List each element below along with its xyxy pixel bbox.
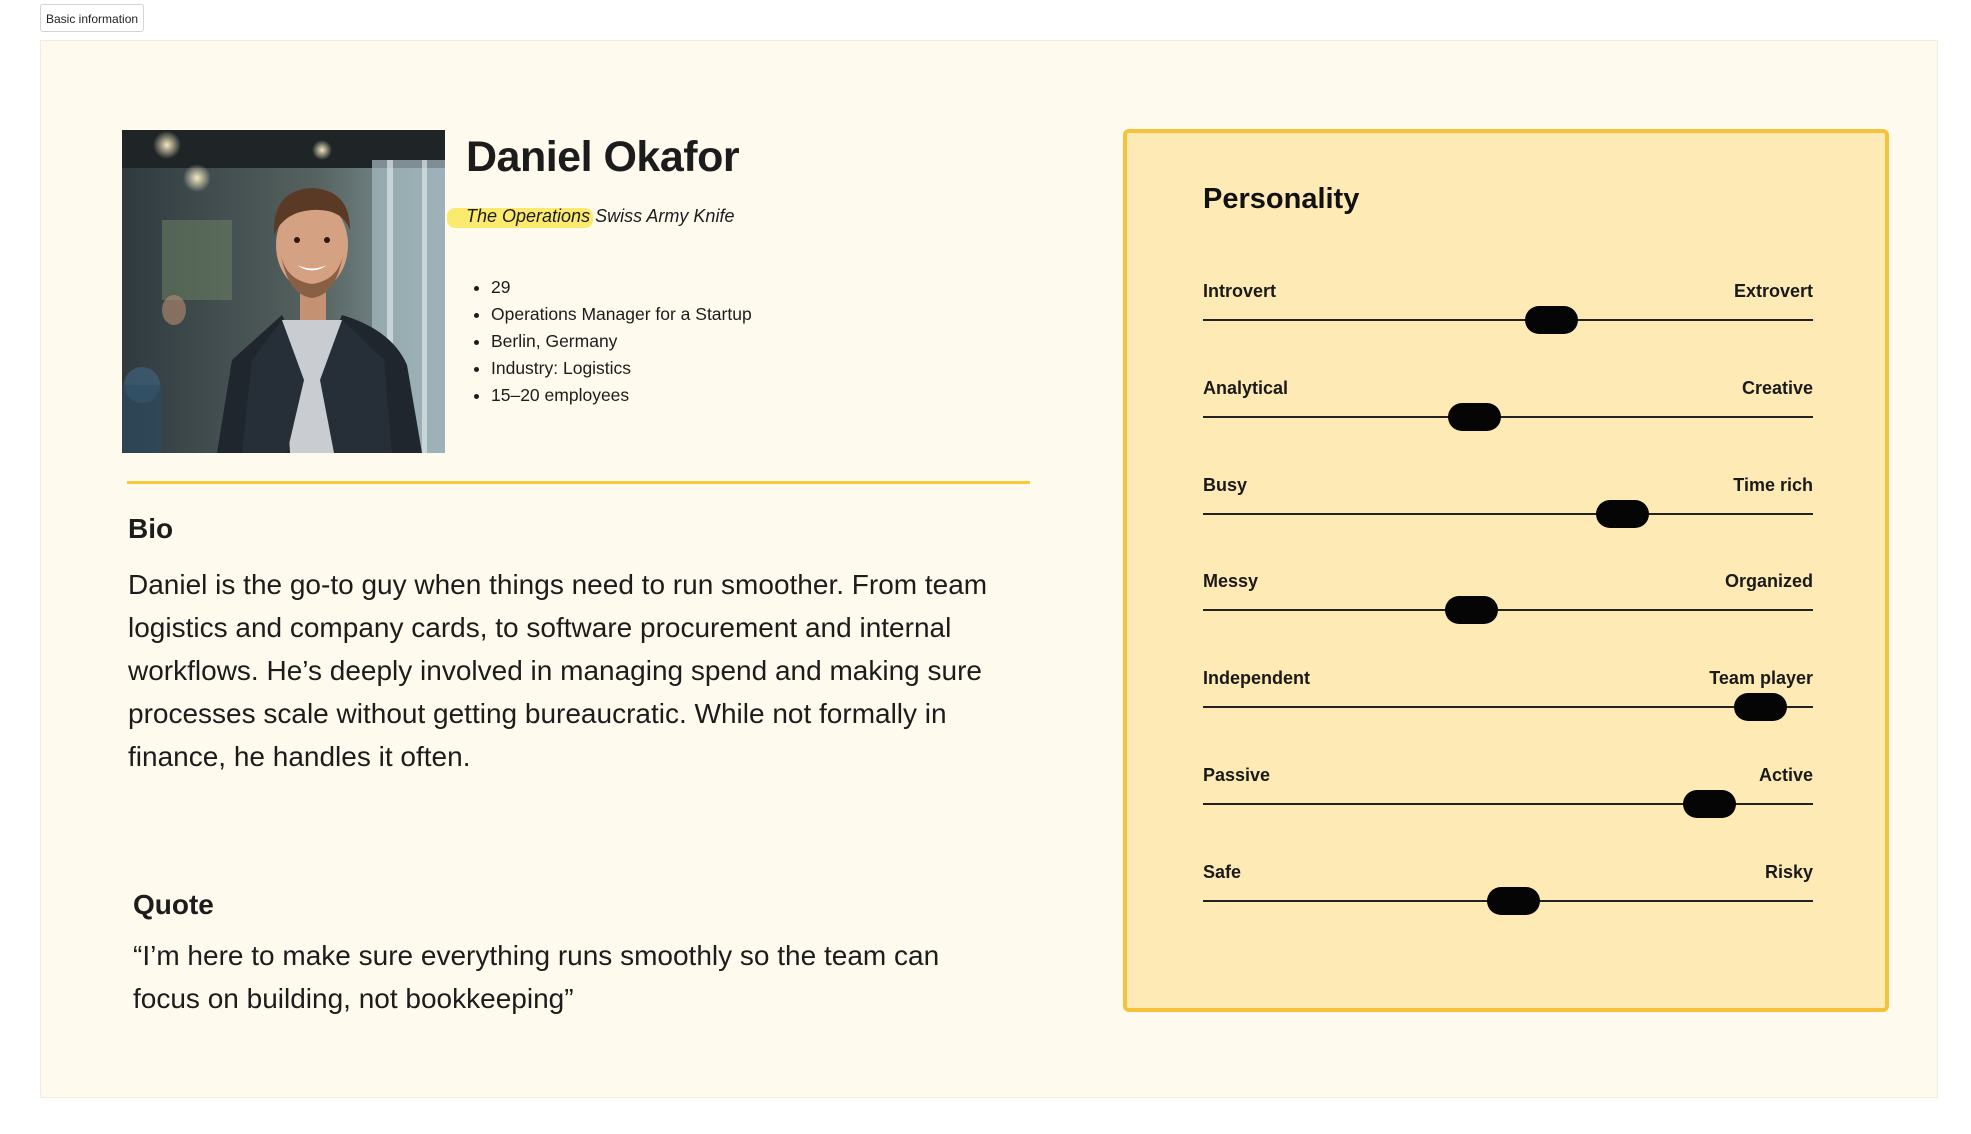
slider-left-label: Independent — [1203, 668, 1310, 688]
slider-track[interactable] — [1203, 513, 1813, 515]
persona-card — [40, 40, 1938, 1098]
slider-track[interactable] — [1203, 609, 1813, 611]
persona-name: Daniel Okafor — [466, 133, 740, 181]
slider-thumb[interactable] — [1596, 500, 1649, 528]
bio-text: Daniel is the go-to guy when things need to run smoother. From team logistics and company cards, to software procurement and internal workflows. He’s deeply involved in managing spend and making sure processes scale without getting bureaucratic. While not formally in finance, he handles it often. — [128, 569, 988, 772]
personality-heading: Personality — [1203, 183, 1360, 215]
quote-text: “I’m here to make sure everything runs smoothly so the team can focus on building, not bookkeeping” — [133, 940, 940, 1014]
slider-thumb[interactable] — [1734, 693, 1787, 721]
slider-right-label: Risky — [1764, 862, 1813, 882]
slider-independent-team-player[interactable] — [1203, 668, 1813, 728]
fact-location: • Berlin, Germany — [491, 328, 752, 355]
slider-left-label: Analytical — [1203, 378, 1289, 398]
fact-industry: • Industry: Logistics — [491, 355, 752, 382]
slider-right-label: Time rich — [1733, 475, 1813, 495]
slider-introvert-extrovert[interactable] — [1203, 281, 1813, 341]
slider-thumb[interactable] — [1525, 306, 1578, 334]
frame-label[interactable]: Basic information — [40, 4, 144, 32]
slider-analytical-creative[interactable] — [1203, 378, 1813, 438]
tagline-highlighted-text: The Operations — [466, 206, 591, 226]
profile-photo — [122, 130, 445, 453]
persona-facts-list — [491, 274, 752, 409]
slider-right-label: Team player — [1709, 668, 1813, 688]
portrait-photo-icon — [122, 130, 445, 453]
slider-thumb[interactable] — [1487, 887, 1540, 915]
slider-left-label: Safe — [1203, 862, 1242, 882]
slider-right-label: Organized — [1724, 571, 1813, 591]
slider-messy-organized[interactable] — [1203, 571, 1813, 631]
tagline-rest-text: Swiss Army Knife — [595, 206, 735, 226]
personality-panel — [1123, 129, 1889, 1012]
slider-safe-risky[interactable] — [1203, 862, 1813, 922]
section-divider — [127, 481, 1030, 484]
bio-heading: Bio — [128, 513, 174, 544]
fact-age: • 29 — [491, 274, 752, 301]
slider-thumb[interactable] — [1445, 596, 1498, 624]
slider-track[interactable] — [1203, 706, 1813, 708]
slider-left-label: Passive — [1203, 765, 1271, 785]
quote-heading: Quote — [133, 889, 214, 920]
fact-role: • Operations Manager for a Startup — [491, 301, 752, 328]
slider-left-label: Messy — [1203, 571, 1259, 591]
slider-right-label: Active — [1758, 765, 1813, 785]
slider-thumb[interactable] — [1448, 403, 1501, 431]
slider-track[interactable] — [1203, 416, 1813, 418]
slider-left-label: Busy — [1203, 475, 1248, 495]
slider-passive-active[interactable] — [1203, 765, 1813, 825]
fact-company-size: • 15–20 employees — [491, 382, 752, 409]
persona-tagline — [466, 206, 734, 227]
slider-right-label: Extrovert — [1733, 281, 1813, 301]
slider-right-label: Creative — [1741, 378, 1813, 398]
slider-left-label: Introvert — [1203, 281, 1277, 301]
slider-thumb[interactable] — [1683, 790, 1736, 818]
slider-track[interactable] — [1203, 319, 1813, 321]
slider-busy-time-rich[interactable] — [1203, 475, 1813, 535]
